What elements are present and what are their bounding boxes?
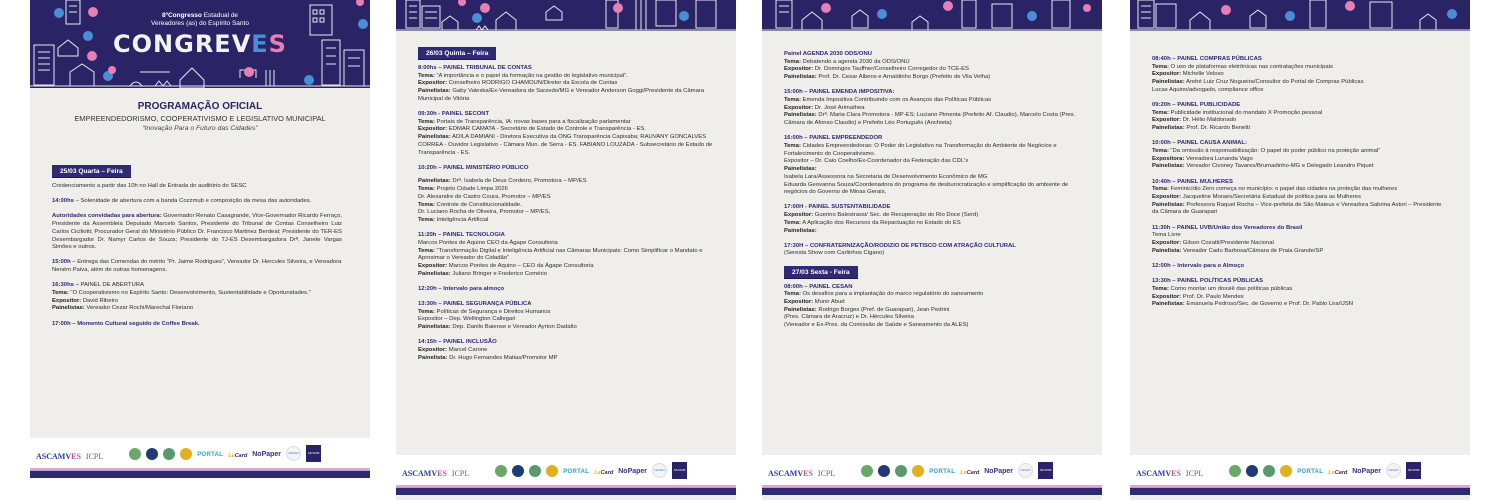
- schedule-item: 15:00h – PAINEL EMENDA IMPOSITIVA: Tema: Emenda Impositiva Contribuindo com os Avanços das Políticas Públicas Expositor: Dr. José Arimathea Painelistas: Drª. Maria Clara Promotora - MP-ES; Luciano Pimenta (Prefeito Af. Claudio), Marcelo Costa (Pres. Câmara de Afonso Claudio) e Prefeito Léo Português (Anchieta): [784, 89, 1076, 127]
- cesan-logo: CESAN: [652, 463, 667, 478]
- ascamves-logo: ASCAMVES: [1136, 468, 1181, 478]
- state-seal-icon: [495, 465, 507, 477]
- schedule-item: 15:00h – Entrega das Comendas do mérito “Pr. Jaime Rodrigues”, Vereador Dr. Hercules Silveira, e Vereadora Neném Paiva, além de outras homenagens.: [52, 259, 342, 274]
- sicoob-logo: SICOOB: [1406, 462, 1421, 479]
- ascamves-logo: ASCAMVES: [768, 468, 813, 478]
- schedule-day-2-continued: [784, 51, 1080, 337]
- state-seal-icon: [163, 448, 175, 460]
- icpl-logo: ICPL: [817, 468, 836, 478]
- cesan-logo: CESAN: [286, 446, 301, 461]
- schedule-item: Credenciamento a partir das 10h no Hall de Entrada do auditório do SESC: [52, 183, 247, 189]
- lecard-logo: LeCard: [1328, 470, 1348, 476]
- sponsor-footer: [30, 438, 370, 468]
- program-page-1: [30, 0, 370, 478]
- program-header: [30, 100, 370, 133]
- program-title: PROGRAMAÇÃO OFICIAL: [137, 101, 263, 112]
- schedule-day-1: [52, 165, 342, 336]
- footer-stripe: [396, 485, 736, 495]
- schedule-item: 13:30h – PAINEL SEGURANÇA PÚBLICA Tema: Políticas de Segurança e Direitos Humanos Expositor – Dep. Wellington Callegari Painelistas: Dep. Danilo Baiense e Vereador Ayrton Dadalto: [418, 301, 577, 331]
- day-badge: 25/03 Quarta – Feira: [52, 165, 131, 178]
- schedule-item: 12:20h – Intervalo para almoço: [418, 285, 505, 292]
- schedule-item: 09:20h – PAINEL PUBLICIDADE Tema: Publicidade institucional do mandato X Promoção pessoal Expositor: Dr. Hélio Maldonado Painelistas: Prof. Dr. Ricardo Benetti: [1152, 102, 1323, 132]
- state-seal-icon: [129, 448, 141, 460]
- schedule-item: 10:20h – PAINEL MINISTÉRIO PÚBLICO Painelistas: Drª. Isabela de Deus Cordeiro, Promotora – MP/ES Tema: Projeto Cidade Limpa 2026 Dr. Alexandre de Castro Coura, Promotor – MP/ES Tema: Controle de Constitucionalidade. Dr. Luciano Rocha de Oliveira, Promotor – MP/ES, Tema: Inteligência Artificial: [418, 164, 587, 223]
- schedule-item: 14:00hs – Solenidade de abertura com a banda Cozzmub e composição da mesa das autoridades.: [52, 198, 312, 205]
- event-subtitle: 8ºCongresso Estadual de Vereadores (as) do Espírito Santo: [151, 12, 249, 27]
- state-seal-icon: [1229, 465, 1241, 477]
- state-seal-icon: [1263, 465, 1275, 477]
- sicoob-logo: SICOOB: [672, 462, 687, 479]
- schedule-item: 12:00h – Intervalo para o Almoço: [1152, 262, 1245, 269]
- schedule-item: 11:20h – PAINEL TECNOLOGIA Marcos Pontes de Aquino CEO da Ágape Consultoria Tema: “Transformação Digital e Inteligência Artificial nas Câmaras Municipais: Como Simplificar o Mandato e Aproximar o Vereador do Cidadão” Expositor: Marcos Pontes de Aquino – CEO da Ágape Consultoria Painelistas: Juliano Bringer e Frederico Comério: [418, 232, 703, 277]
- ascamves-logo: ASCAMVES: [36, 451, 81, 461]
- uvb-seal-icon: [912, 465, 924, 477]
- program-page-3: [762, 0, 1102, 500]
- nopaper-logo: NoPaper: [1352, 467, 1382, 475]
- tce-es-seal-icon: [146, 448, 158, 460]
- portal-logo: PORTAL: [929, 469, 956, 475]
- lecard-logo: LeCard: [960, 470, 980, 476]
- nopaper-logo: NoPaper: [984, 467, 1014, 475]
- state-seal-icon: [529, 465, 541, 477]
- cityscape-banner: [762, 0, 1102, 31]
- footer-stripe: [30, 468, 370, 478]
- icpl-logo: ICPL: [85, 451, 104, 461]
- icpl-logo: ICPL: [451, 468, 470, 478]
- cityscape-banner: [396, 0, 736, 31]
- schedule-item: 17:30H – CONFRATERNIZAÇÃO/RODIZIO DE PETISCO COM ATRAÇÃO CULTURAL (Seresta Show com Carlinhos Cigano): [784, 242, 1016, 257]
- uvb-seal-icon: [546, 465, 558, 477]
- schedule-item: 16:30hs – PAINEL DE ABERTURA Tema: “O Cooperativismo no Espírito Santo: Desenvolvimento, Sustentabilidade e Oportunidades.” Expositor: David Ribeiro Painelistas: Vereador Cezar Rochi/Marechal Floriano: [52, 282, 311, 312]
- cesan-logo: CESAN: [1018, 463, 1033, 478]
- program-page-4: [1130, 0, 1470, 500]
- portal-logo: PORTAL: [1297, 469, 1324, 475]
- tce-es-seal-icon: [1246, 465, 1258, 477]
- portal-logo: PORTAL: [563, 469, 590, 475]
- schedule-item: 16:00h – PAINEL EMPREENDEDOR Tema: Cidades Empreendedoras: O Poder do Legislativo na Transformação do Ambiente de Negócios e Fortalecimento do Cooperativismo. Expositor – Dr. Caio Coelho/Ex-Coordenador da Federação das CDL's Painelistas: Isabela Lara/Assessora na Secretaria de Desenvolvimento Econômico de MG Eduarda Geovanna Souza/Coordenadora do programa de desburocratização e simplificação do ambiente de negócios do Governo de Minas Gerais,: [784, 135, 1069, 196]
- lecard-logo: LeCard: [594, 470, 614, 476]
- sponsor-footer: [1130, 455, 1470, 485]
- schedule-day-3-continued: [1152, 56, 1448, 316]
- footer-stripe: [762, 485, 1102, 495]
- schedule-item: 08:00h – PAINEL CESAN Tema: Os desafios para a implantação do marco regulatório do saneamento Expositor: Munir Abud Painelistas: Rodrigo Borges (Pref. de Guarapari), Jean Pedrini (Pres. Câmara de Aracruz) e Dr. Hércules Silveira (Vereador e Ex-Pres. da Comissão de Saúde e Saneamento da ALES): [784, 283, 984, 329]
- sicoob-logo: SICOOB: [306, 445, 321, 462]
- schedule-item: 09:30h - PAINEL SECONT Tema: Portais de Transparência, IA: novas bases para a fiscalização parlamentar Expositor: EDMAR CAMATA - Secretário de Estado de Controle e Transparência - ES. Painelistas: ADILA DAMIANI - Diretora Executiva da ONG Transparência Capixaba; RAUVANY GONCALVES CORREA - Ouvidor Legislativo - Câmara Mun. de Serra - ES. FABIANO LOUZADA - Subsecretário de Estado de Transparência - ES.: [418, 111, 713, 156]
- schedule-item: 13:30h – PAINEL POLÍTICAS PÚBLICAS Tema: Como montar um dossiê das políticas públicas Expositor: Prof. Dr. Paulo Mendes Painelistas: Emanuela Pedroso/Sec. de Governo e Prof. Dr. Pablo Lira/IJSN: [1152, 278, 1354, 308]
- cesan-logo: CESAN: [1386, 463, 1401, 478]
- uvb-seal-icon: [180, 448, 192, 460]
- event-logo-title: CONGREVES: [113, 30, 287, 58]
- schedule-item: 08:40h – PAINEL COMPRAS PÚBLICAS Tema: O uso de plataformas eletrônicas nas contratações municipais Expositor: Michelle Veloso Painelistas: André Luiz Cruz Nogueira/Consultor do Portal de Compras Públicas Lucas Aquino/advogado, compliance office: [1152, 56, 1364, 93]
- schedule-item: Autoridades convidadas para abertura: Governador Renato Casagrande, Vice-Governador Ricardo Ferraço, Presidente da Assembleia Deputado Marcelo Santos, Presidente do Tribunal de Contas Conselheiro Luiz Carlos Ciciliotti; Procurador Geral do Ministério Público Dr. Francisco Martinez Berdeal; Presidente do TER-ES Desembargador Dr. Namyr Carlos de Souza; Presidente do TJ-ES Desembargadora Drª. Janete Vargas Simões e outros.: [52, 213, 342, 251]
- footer-stripe: [1130, 485, 1470, 495]
- icpl-logo: ICPL: [1185, 468, 1204, 478]
- program-quote: “Inovação Para o Futuro das Cidades”: [142, 125, 258, 132]
- state-seal-icon: [861, 465, 873, 477]
- nopaper-logo: NoPaper: [618, 467, 648, 475]
- state-seal-icon: [895, 465, 907, 477]
- day-badge: 26/03 Quinta – Feira: [418, 47, 496, 60]
- day-badge: 27/03 Sexta - Feira: [784, 266, 858, 279]
- ascamves-logo: ASCAMVES: [402, 468, 447, 478]
- schedule-item: 14:15h – PAINEL INCLUSÃO Expositor: Marcel Carone Painelista: Dr. Hugo Fernandes Matias/Promotor MP: [418, 339, 558, 361]
- schedule-item: 8:00hs – PAINEL TRIBUNAL DE CONTAS Tema: “A importância e o papel da formação na gestão do legislativo municipal”. Expositor: Conselheiro RODRIGO CHAMOUN/Diretor da Escola de Contas Painelistas: Gaby Valeska/Ex-Vereadora de Sarzedo/MG e Vereador Anderson Goggi/Presidente da Câmara Municipal de Vitória: [418, 65, 705, 102]
- schedule-item: 17:00H - PAINEL SUSTENTABILIDADE Expositor: Guerino Balestrassi/ Sec. de Recuperação do Rio Doce (Serd) Tema: A Aplicação dos Recursos da Repactuação no Estado do ES Painelistas:: [784, 204, 979, 234]
- sicoob-logo: SICOOB: [1038, 462, 1053, 479]
- schedule-item: 10:00h – PAINEL CAUSA ANIMAL: Tema: “Da omissão à responsabilização: O papel do poder público na proteção animal” Expositora: Vereadora Lunanda Vago Painelistas: Vereador Civoney Tavares/Brumadinho-MG e Delegado Leandro Piquet: [1152, 140, 1381, 170]
- tce-es-seal-icon: [512, 465, 524, 477]
- schedule-item: Painel AGENDA 2030 ODS/ONU Tema: Debatendo a agenda 2030 da ODS/ONU Expositor: Dr. Domingos Tauffner/Conselheiro Corregedor do TCE-ES Painelistas: Prof. Dr. Cesar Albens e Arnaldinho Borgo (Prefeito de Vila Velha): [784, 51, 991, 81]
- cityscape-banner: [1130, 0, 1470, 31]
- uvb-seal-icon: [1280, 465, 1292, 477]
- cityscape-illustration-icon: [762, 0, 1102, 31]
- sponsor-footer: [762, 455, 1102, 485]
- lecard-logo: LeCard: [228, 453, 248, 459]
- schedule-item: 17:00h – Momento Cultural seguido de Coffee Break.: [52, 320, 200, 327]
- schedule-item: 10:40h – PAINEL MULHERES Tema: Feminicídio Zero começa no município: o papel das cidades na proteção das mulheres Expositor: Jacqueline Moraes/Secretária Estadual de política para as Mulheres Painelistas: Professora Raquel Rocha – Vice-prefeita de São Mateus e Vereadora Sabrina Astori – Presidente da Câmara de Guarapari: [1152, 178, 1442, 216]
- program-page-2: [396, 0, 736, 500]
- sponsor-footer: [396, 455, 736, 485]
- cityscape-illustration-icon: [396, 0, 736, 31]
- tce-es-seal-icon: [878, 465, 890, 477]
- schedule-day-2: [418, 47, 714, 370]
- program-subtitle: EMPREENDEDORISMO, COOPERATIVISMO E LEGISLATIVO MUNICIPAL: [74, 114, 326, 123]
- portal-logo: PORTAL: [197, 452, 224, 458]
- schedule-item: 11:30h – PAINEL UVB/União dos Vereadores do Brasil Tema Livre Expositor: Gilson Cozatti/Presidente Nacional Painelista: Vereador Cadu Barbosa/Câmara de Praia Grande/SP: [1152, 224, 1324, 254]
- nopaper-logo: NoPaper: [252, 450, 282, 458]
- cityscape-banner: [30, 0, 370, 88]
- cityscape-illustration-icon: [1130, 0, 1470, 31]
